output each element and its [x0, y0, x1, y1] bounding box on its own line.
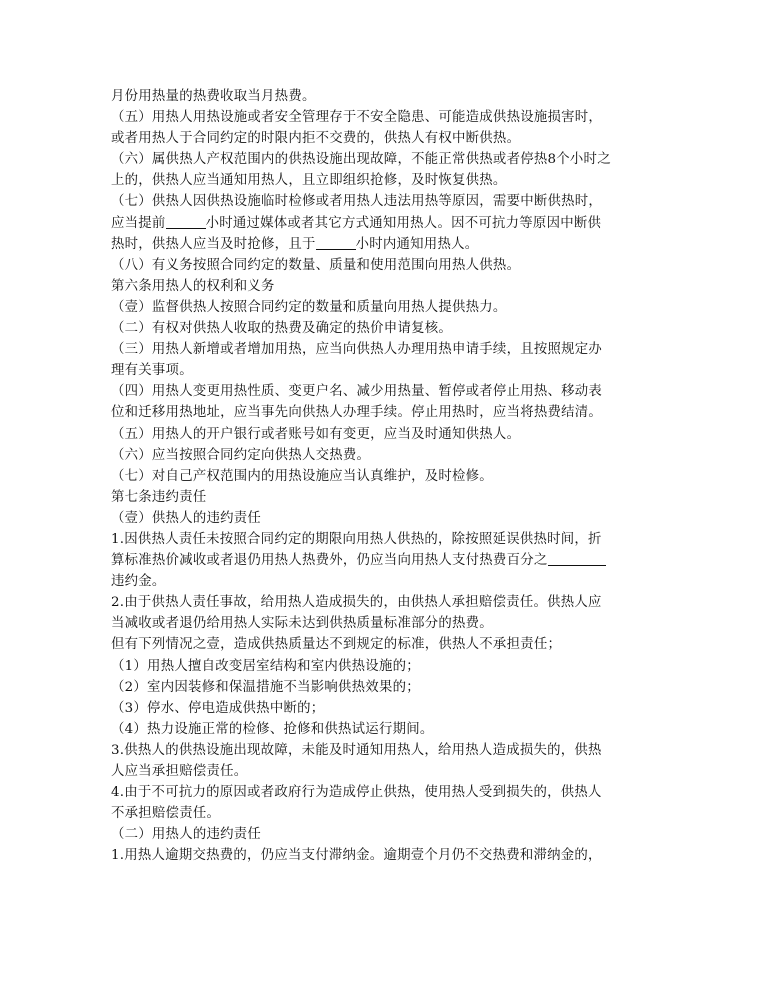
- line-text: （六）应当按照合同约定向供热人交热费。: [111, 447, 371, 463]
- text-line: [111, 213, 656, 234]
- line-text: 1.用热人逾期交热费的，仍应当支付滞纳金。逾期壹个月仍不交热费和滞纳金的，: [111, 848, 602, 864]
- text-line: [111, 170, 656, 191]
- text-line: [111, 466, 656, 487]
- text-line: [111, 445, 656, 466]
- text-line: [111, 487, 656, 508]
- line-text: 但有下列情况之壹，造成供热质量达不到规定的标准，供热人不承担责任；: [111, 637, 562, 653]
- line-text: （壹）监督供热人按照合同约定的数量和质量向用热人提供热力。: [111, 299, 507, 315]
- text-line: [111, 529, 656, 550]
- line-text: （3）停水、停电造成供热中断的；: [111, 700, 325, 716]
- line-text: 不承担赔偿责任。: [111, 806, 221, 822]
- line-text: 或者用热人于合同约定的时限内拒不交费的，供热人有权中断供热。: [111, 131, 521, 147]
- text-line: [111, 677, 656, 698]
- text-line: [111, 318, 656, 339]
- line-text: （五）用热人用热设施或者安全管理存于不安全隐患、可能造成供热设施损害时，: [111, 110, 603, 126]
- text-line: [111, 508, 656, 529]
- text-line: [111, 339, 656, 360]
- text-line: [111, 571, 656, 592]
- line-text: （五）用热人的开户银行或者账号如有变更，应当及时通知供热人。: [111, 426, 521, 442]
- line-text: 2.由于供热人责任事故，给用热人造成损失的，由供热人承担赔偿责任。供热人应: [111, 595, 602, 611]
- text-line: [111, 782, 656, 803]
- line-text: （2）室内因装修和保温措施不当影响供热效果的；: [111, 679, 420, 695]
- line-text: 1.因供热人责任未按照合同约定的期限向用热人供热的，除按照延误供热时间，折: [111, 531, 602, 547]
- line-text: （二）用热人的违约责任: [111, 827, 262, 843]
- text-line: [111, 761, 656, 782]
- text-line: [111, 613, 656, 634]
- text-line: [111, 719, 656, 740]
- line-text: （四）用热人变更用热性质、变更户名、减少用热量、暂停或者停止用热、移动表: [111, 384, 603, 400]
- line-text: 应当提前: [111, 215, 166, 231]
- text-line: [111, 803, 656, 824]
- line-text-continued: 小时内通知用热人。: [355, 236, 479, 252]
- text-line: [111, 381, 656, 402]
- line-text: （七）对自己产权范围内的用热设施应当认真维护，及时检修。: [111, 468, 493, 484]
- text-line: [111, 402, 656, 423]
- fill-in-blank: [316, 235, 356, 250]
- text-line: [111, 824, 656, 845]
- line-text: 第七条违约责任: [111, 489, 207, 505]
- line-text: 理有关事项。: [111, 363, 193, 379]
- text-line: [111, 360, 656, 381]
- text-line: [111, 149, 656, 170]
- line-text: （二）有权对供热人收取的热费及确定的热价申请复核。: [111, 321, 453, 337]
- line-text: 当减收或者退仍给用热人实际未达到供热质量标准部分的热费。: [111, 616, 493, 632]
- document-body: [111, 86, 656, 866]
- line-text: 月份用热量的热费收取当月热费。: [111, 89, 316, 104]
- text-line: [111, 698, 656, 719]
- line-text: 人应当承担赔偿责任。: [111, 764, 248, 779]
- line-text: （六）属供热人产权范围内的供热设施出现故障，不能正常供热或者停热8个小时之: [111, 152, 611, 168]
- line-text: 算标准热价减收或者退仍用热人热费外，仍应当向用热人支付热费百分之: [111, 553, 548, 569]
- line-text: （三）用热人新增或者增加用热，应当向供热人办理用热申请手续，且按照规定办: [111, 342, 603, 358]
- text-line: [111, 107, 656, 128]
- text-line: [111, 191, 656, 212]
- line-text: （壹）供热人的违约责任: [111, 510, 262, 526]
- line-text: （4）热力设施正常的检修、抢修和供热试运行期间。: [111, 721, 434, 737]
- line-text: （八）有义务按照合同约定的数量、质量和使用范围向用热人供热。: [111, 257, 521, 273]
- text-line: [111, 128, 656, 149]
- line-text: 第六条用热人的权利和义务: [111, 278, 275, 294]
- line-text: 热时，供热人应当及时抢修，且于: [111, 236, 316, 252]
- text-line: [111, 297, 656, 318]
- text-line: [111, 845, 656, 866]
- text-line: [111, 86, 656, 107]
- line-text: 4.由于不可抗力的原因或者政府行为造成停止供热，使用热人受到损失的，供热人: [111, 785, 602, 801]
- text-line: [111, 276, 656, 297]
- line-text: 3.供热人的供热设施出现故障，未能及时通知用热人，给用热人造成损失的，供热: [111, 742, 602, 758]
- line-text: 上的，供热人应当通知用热人，且立即组织抢修，及时恢复供热。: [111, 173, 507, 189]
- text-line: [111, 424, 656, 445]
- line-text-continued: 小时通过媒体或者其它方式通知用热人。因不可抗力等原因中断供: [205, 215, 602, 231]
- fill-in-blank: [166, 214, 206, 229]
- text-line: [111, 592, 656, 613]
- line-text: （七）供热人因供热设施临时检修或者用热人违法用热等原因，需要中断供热时，: [111, 194, 603, 210]
- text-line: [111, 550, 656, 571]
- text-line: [111, 656, 656, 677]
- line-text: 位和迁移用热地址，应当事先向供热人办理手续。停止用热时，应当将热费结清。: [111, 405, 603, 421]
- text-line: [111, 634, 656, 655]
- line-text: （1）用热人擅自改变居室结构和室内供热设施的；: [111, 658, 420, 674]
- fill-in-blank: [548, 551, 606, 566]
- text-line: [111, 255, 656, 276]
- line-text: 违约金。: [111, 574, 166, 590]
- text-line: [111, 234, 656, 255]
- text-line: [111, 740, 656, 761]
